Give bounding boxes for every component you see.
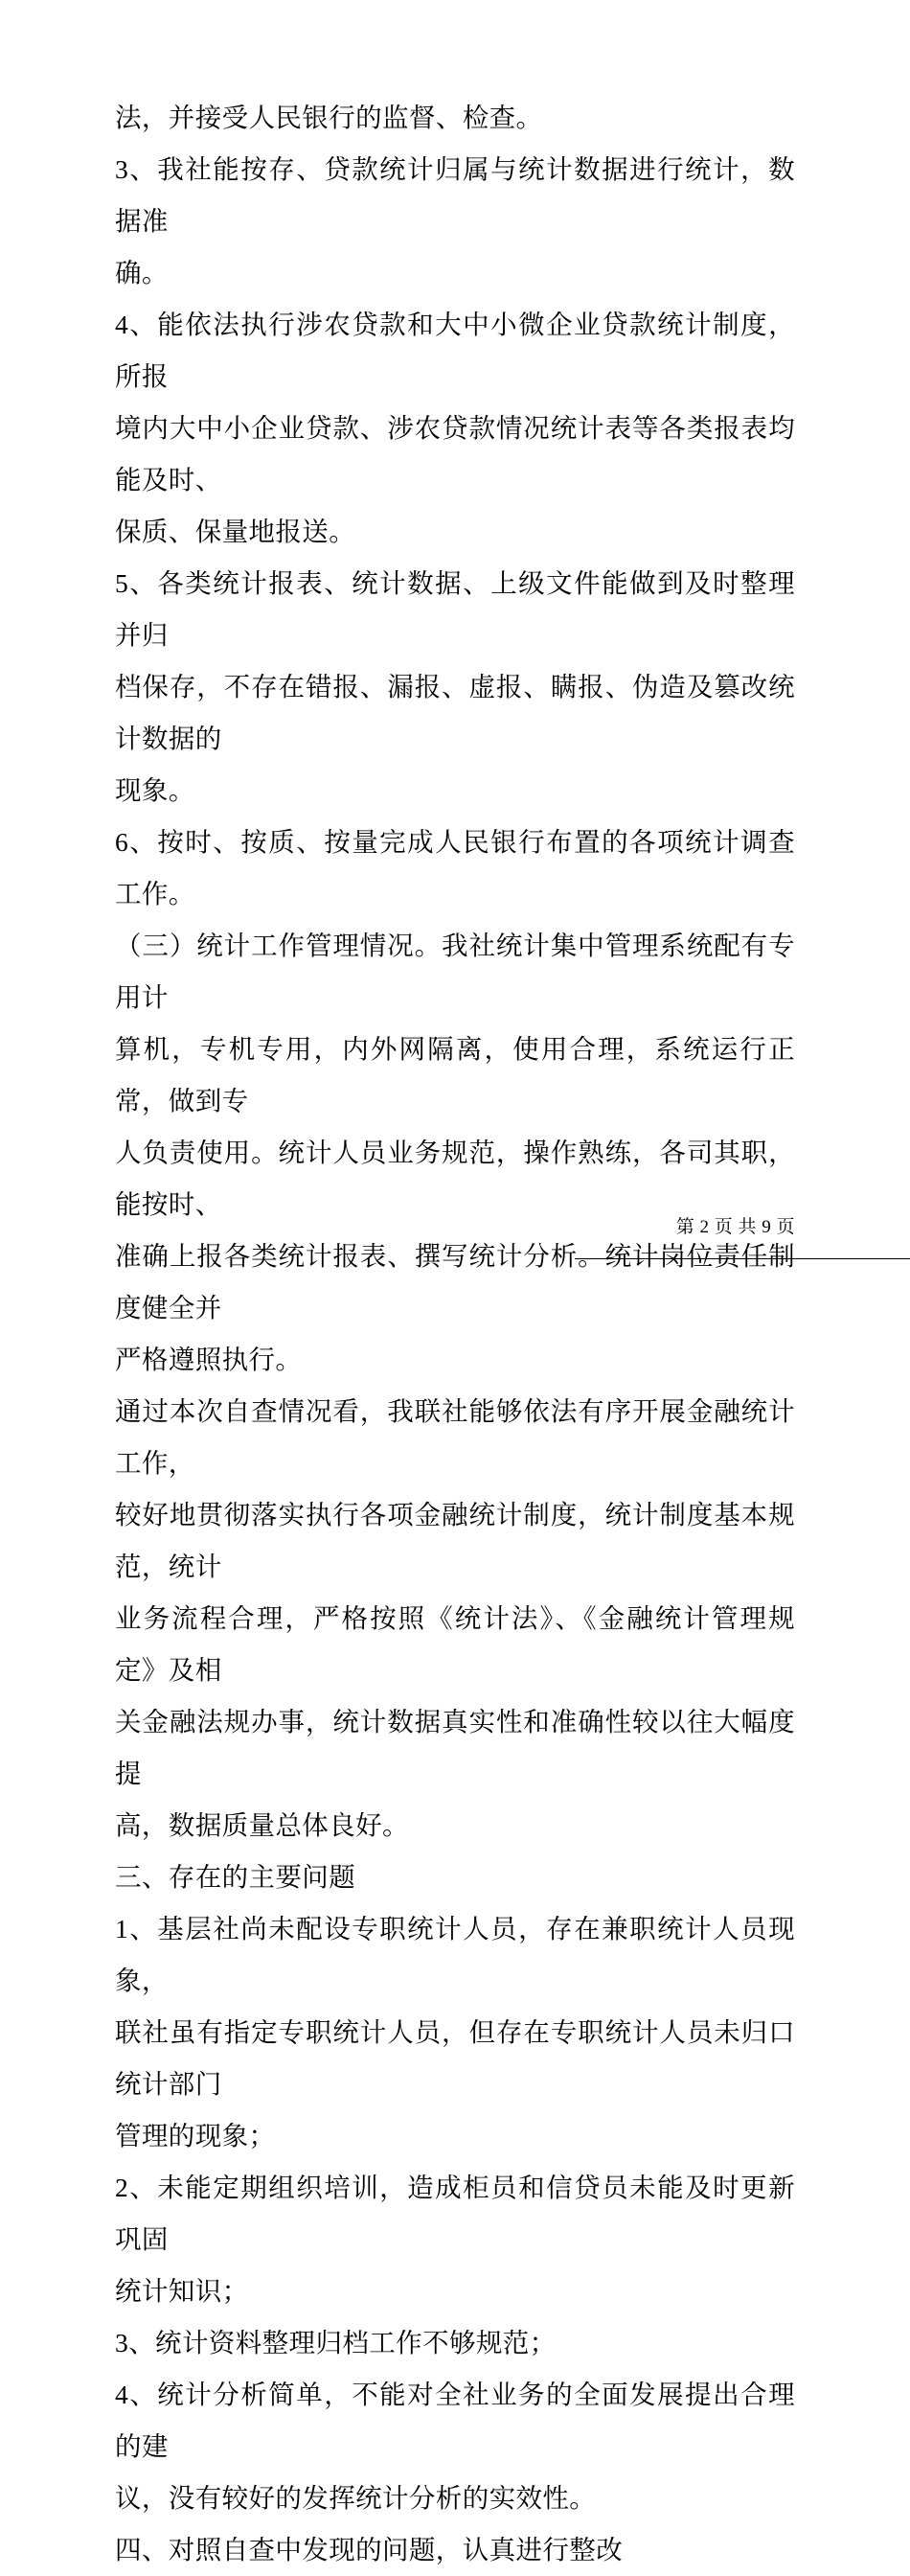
paragraph: 关金融法规办事，统计数据真实性和准确性较以往大幅度提 xyxy=(115,1707,795,1788)
document-body xyxy=(115,92,795,2576)
paragraph: 保质、保量地报送。 xyxy=(115,517,356,546)
paragraph: 1、基层社尚未配设专职统计人员，存在兼职统计人员现象， xyxy=(115,1914,795,1995)
paragraph: 准确上报各类统计报表、撰写统计分析。统计岗位责任制度健全并 xyxy=(115,1241,795,1322)
paragraph: 议，没有较好的发挥统计分析的实效性。 xyxy=(115,2483,597,2513)
paragraph: 业务流程合理，严格按照《统计法》、《金融统计管理规定》及相 xyxy=(115,1603,795,1685)
paragraph: 确。 xyxy=(115,258,169,288)
paragraph: 现象。 xyxy=(115,775,195,805)
paragraph: 严格遵照执行。 xyxy=(115,1345,303,1374)
paragraph: 四、对照自查中发现的问题，认真进行整改 xyxy=(115,2535,624,2564)
paragraph: 6、按时、按质、按量完成人民银行布置的各项统计调查工作。 xyxy=(115,827,795,908)
page-number: 第 2 页 共 9 页 xyxy=(675,1217,795,1237)
page-footer xyxy=(115,1209,795,1238)
paragraph: 联社虽有指定专职统计人员，但存在专职统计人员未归口统计部门 xyxy=(115,2017,795,2099)
paragraph: 档保存，不存在错报、漏报、虚报、瞒报、伪造及篡改统计数据的 xyxy=(115,672,795,753)
paragraph: 2、未能定期组织培训，造成柜员和信贷员未能及时更新巩固 xyxy=(115,2173,795,2254)
paragraph: 管理的现象； xyxy=(115,2121,276,2150)
paragraph: 算机，专机专用，内外网隔离，使用合理，系统运行正常，做到专 xyxy=(115,1034,795,1116)
paragraph: 3、我社能按存、贷款统计归属与统计数据进行统计，数据准 xyxy=(115,154,795,236)
paragraph: 三、存在的主要问题 xyxy=(115,1862,356,1892)
paragraph: 统计知识； xyxy=(115,2276,249,2306)
paragraph: 4、统计分析简单，不能对全社业务的全面发展提出合理的建 xyxy=(115,2380,795,2461)
paragraph: 境内大中小企业贷款、涉农贷款情况统计表等各类报表均能及时、 xyxy=(115,413,795,494)
paragraph: 5、各类统计报表、统计数据、上级文件能做到及时整理并归 xyxy=(115,568,795,650)
paragraph: 通过本次自查情况看，我联社能够依法有序开展金融统计工作， xyxy=(115,1396,795,1478)
paragraph: 高，数据质量总体良好。 xyxy=(115,1810,409,1840)
paragraph: （三）统计工作管理情况。我社统计集中管理系统配有专用计 xyxy=(115,931,795,1012)
paragraph: 较好地贯彻落实执行各项金融统计制度，统计制度基本规范，统计 xyxy=(115,1500,795,1581)
paragraph: 4、能依法执行涉农贷款和大中小微企业贷款统计制度，所报 xyxy=(115,310,795,391)
paragraph: 3、统计资料整理归档工作不够规范； xyxy=(115,2328,557,2358)
paragraph: 法，并接受人民银行的监督、检查。 xyxy=(115,103,543,132)
footer-divider xyxy=(575,1258,910,1259)
paragraph: 人负责使用。统计人员业务规范，操作熟练，各司其职，能按时、 xyxy=(115,1138,795,1219)
